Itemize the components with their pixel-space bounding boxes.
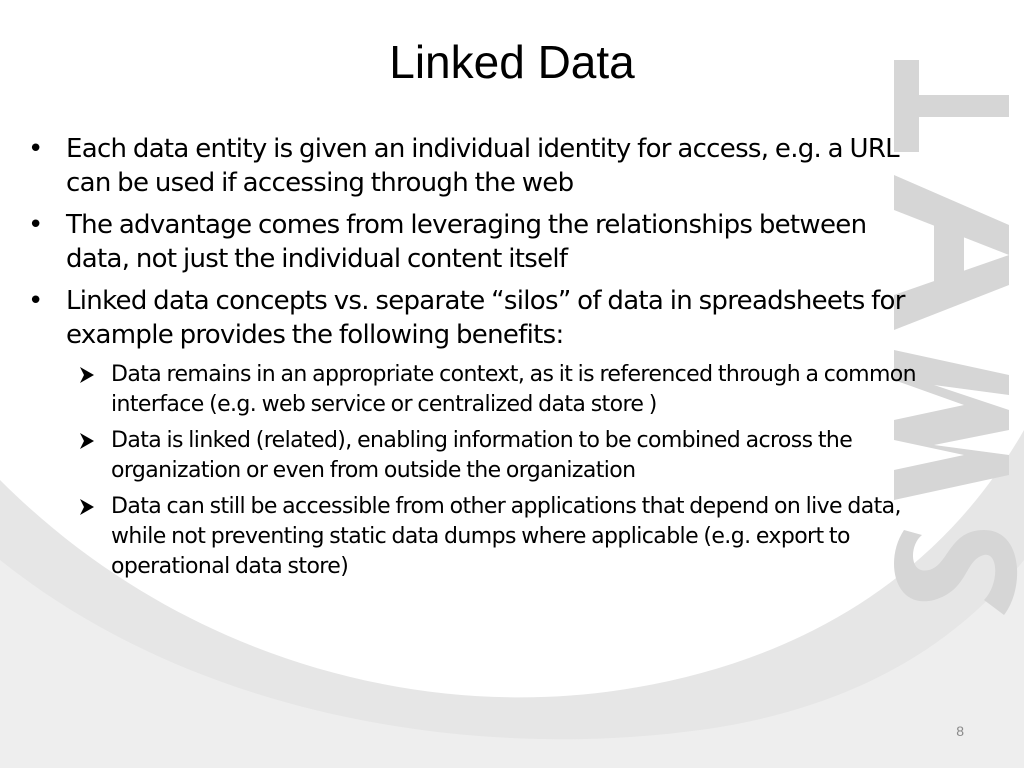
- sub-bullet-item: [26, 360, 926, 420]
- sub-bullet-item: [26, 426, 926, 486]
- page-number: 8: [956, 723, 964, 739]
- bullet-item: [26, 208, 926, 276]
- bullet-text: The advantage comes from leveraging the relationships between data, not just the individual content itself: [66, 210, 867, 274]
- slide-title: Linked Data: [389, 36, 635, 88]
- slide-content: [26, 132, 926, 588]
- sub-bullet-text: Data remains in an appropriate context, as it is referenced through a common interface (e.g. web service or centralized data store ): [111, 362, 916, 417]
- sub-bullet-item: [26, 492, 926, 582]
- bullet-dot-icon: •: [28, 286, 43, 316]
- bullet-text: Linked data concepts vs. separate “silos” of data in spreadsheets for example provides the following benefits:: [66, 286, 905, 350]
- arrow-bullet-icon: [78, 432, 96, 450]
- bullet-item: [26, 132, 926, 200]
- bullet-item: [26, 284, 926, 352]
- bullet-dot-icon: •: [28, 210, 43, 240]
- bullet-text: Each data entity is given an individual identity for access, e.g. a URL can be used if accessing through the web: [66, 134, 899, 198]
- bullet-dot-icon: •: [28, 134, 43, 164]
- sub-bullet-text: Data can still be accessible from other applications that depend on live data, while not preventing static data dumps where applicable (e.g. export to operational data store): [111, 494, 901, 579]
- arrow-bullet-icon: [78, 498, 96, 516]
- sub-bullet-text: Data is linked (related), enabling information to be combined across the organization or even from outside the organization: [111, 428, 853, 483]
- arrow-bullet-icon: [78, 366, 96, 384]
